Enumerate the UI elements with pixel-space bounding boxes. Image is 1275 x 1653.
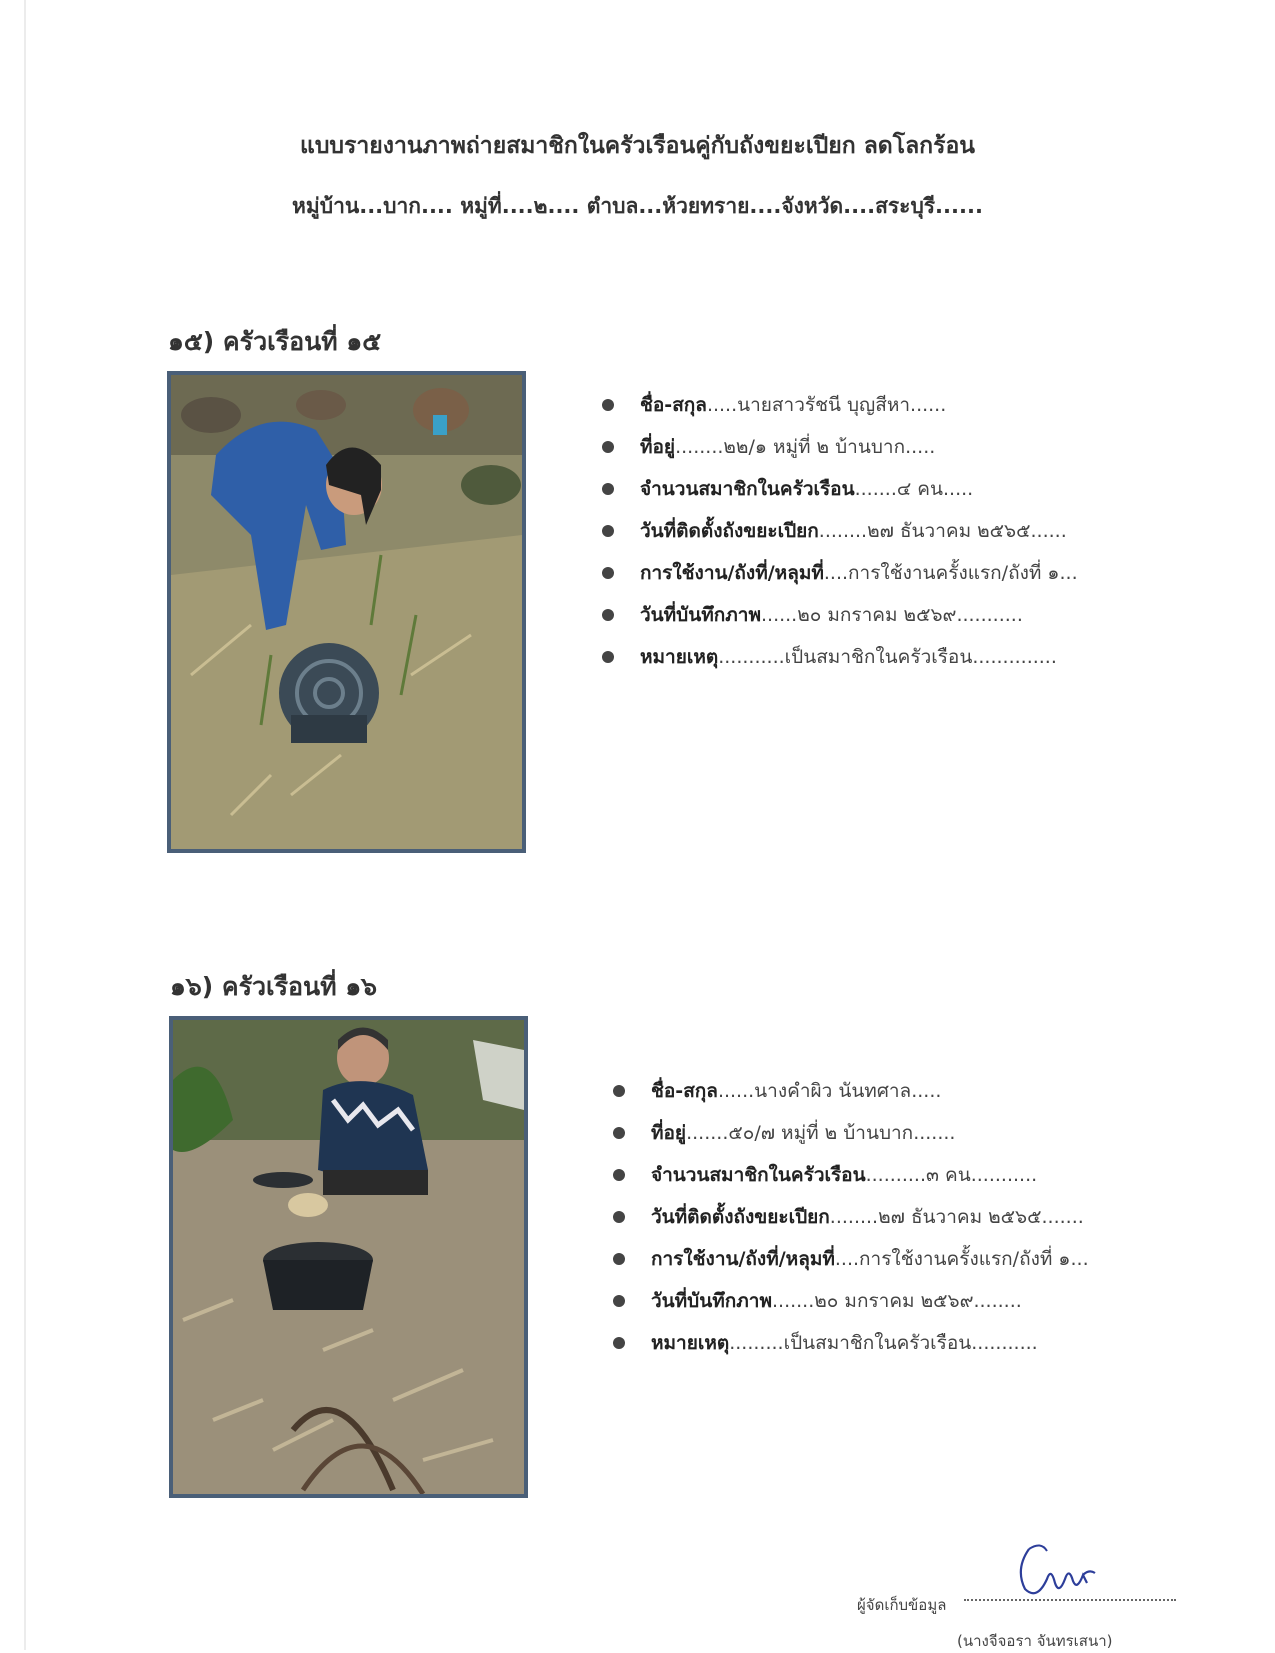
household-15-heading: ๑๕) ครัวเรือนที่ ๑๕ <box>168 327 382 356</box>
detail-row <box>600 636 1078 678</box>
signature-block <box>857 1535 1257 1650</box>
detail-row <box>611 1154 1089 1196</box>
field-label: การใช้งาน/ถังที่/หลุมที่ <box>640 562 824 584</box>
field-label: หมายเหตุ <box>640 646 719 668</box>
field-value: .........เป็นสมาชิกในครัวเรือน........... <box>729 1332 1038 1354</box>
field-label: จำนวนสมาชิกในครัวเรือน <box>651 1164 866 1186</box>
household-16-details <box>611 1070 1089 1364</box>
household-16-heading: ๑๖) ครัวเรือนที่ ๑๖ <box>170 972 378 1001</box>
field-value: .......๔ คน..... <box>854 478 974 500</box>
detail-row <box>611 1070 1089 1112</box>
detail-row <box>600 468 1078 510</box>
detail-row <box>611 1322 1089 1364</box>
field-label: ชื่อ-สกุล <box>651 1080 718 1102</box>
signature-label: ผู้จัดเก็บข้อมูล <box>857 1596 947 1614</box>
detail-row <box>600 426 1078 468</box>
field-label: ที่อยู่ <box>651 1122 687 1144</box>
field-value: ........๒๒/๑ หมู่ที่ ๒ บ้านบาก..... <box>675 436 936 458</box>
household-16-photo <box>169 1016 528 1498</box>
field-label: วันที่บันทึกภาพ <box>640 604 761 626</box>
field-label: ชื่อ-สกุล <box>640 394 707 416</box>
field-value: ....การใช้งานครั้งแรก/ถังที่ ๑... <box>823 562 1078 584</box>
field-label: ที่อยู่ <box>640 436 676 458</box>
field-value: .....นายสาวรัชนี บุญสีหา...... <box>706 394 947 416</box>
field-value: ........๒๗ ธันวาคม ๒๕๖๕....... <box>829 1206 1084 1228</box>
signatory-name: (นางจีจอรา จันทรเสนา) <box>957 1632 1113 1650</box>
household-15-details <box>600 384 1078 678</box>
detail-row <box>600 510 1078 552</box>
detail-row <box>600 384 1078 426</box>
detail-row <box>611 1280 1089 1322</box>
detail-row <box>600 594 1078 636</box>
field-label: วันที่ติดตั้งถังขยะเปียก <box>651 1206 830 1228</box>
field-label: หมายเหตุ <box>651 1332 730 1354</box>
field-value: ..........๓ คน........... <box>865 1164 1038 1186</box>
detail-row <box>600 552 1078 594</box>
field-label: จำนวนสมาชิกในครัวเรือน <box>640 478 855 500</box>
detail-row <box>611 1112 1089 1154</box>
field-label: วันที่บันทึกภาพ <box>651 1290 772 1312</box>
field-label: การใช้งาน/ถังที่/หลุมที่ <box>651 1248 835 1270</box>
field-value: .......๕๐/๗ หมู่ที่ ๒ บ้านบาก....... <box>686 1122 956 1144</box>
field-value: ........๒๗ ธันวาคม ๒๕๖๕...... <box>818 520 1067 542</box>
scan-edge <box>24 0 26 1650</box>
field-value: ...........เป็นสมาชิกในครัวเรือน.............. <box>718 646 1057 668</box>
report-subtitle: หมู่บ้าน...บาก.... หมู่ที่....๒.... ตำบล...ห้วยทราย....จังหวัด....สระบุรี...... <box>292 194 983 218</box>
household-15-photo <box>167 371 526 853</box>
report-title: แบบรายงานภาพถ่ายสมาชิกในครัวเรือนคู่กับถังขยะเปียก ลดโลกร้อน <box>300 133 975 159</box>
field-value: ....การใช้งานครั้งแรก/ถังที่ ๑... <box>834 1248 1089 1270</box>
field-value: ......๒๐ มกราคม ๒๕๖๙........... <box>760 604 1023 626</box>
field-value: ......นางคำผิว นันทศาล..... <box>717 1080 942 1102</box>
handwritten-signature <box>1007 1539 1097 1601</box>
field-label: วันที่ติดตั้งถังขยะเปียก <box>640 520 819 542</box>
detail-row <box>611 1238 1089 1280</box>
field-value: .......๒๐ มกราคม ๒๕๖๙........ <box>771 1290 1022 1312</box>
detail-row <box>611 1196 1089 1238</box>
